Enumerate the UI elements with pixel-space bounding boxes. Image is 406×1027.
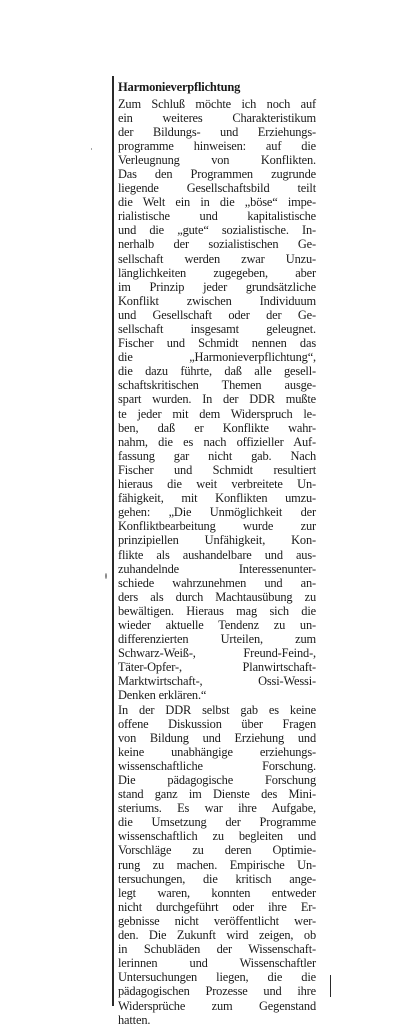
text-line: liegende Gesellschaftsbild teilt (118, 181, 316, 196)
text-line: rung zu machen. Empirische Un- (118, 857, 316, 872)
article-paragraph (118, 97, 316, 703)
text-line: in Schubläden der Wissenschaft- (118, 942, 316, 957)
text-line: Denken erklären.“ (118, 688, 207, 703)
text-line: sellschaft werden zwar Unzu- (118, 251, 316, 266)
text-line: Zum Schluß möchte ich noch auf (118, 96, 316, 111)
text-line: prinzipiellen Unfähigkeit, Kon- (118, 533, 316, 548)
text-line: programme hinweisen: auf die (118, 138, 316, 153)
text-line: nahm, die es nach offizieller Auf- (118, 434, 316, 449)
text-line: gehen: „Die Unmöglichkeit der (118, 505, 316, 520)
text-line: Verleugnung von Konflikten. (118, 152, 316, 167)
text-line: Schwarz-Weiß-, Freund-Feind-, (118, 646, 316, 661)
text-line: die Umsetzung der Programme (118, 815, 316, 830)
text-line: Vorschläge zu deren Optimie- (118, 843, 316, 858)
text-line: die „Harmonieverpflichtung“, (118, 350, 316, 365)
text-line: flikte als aushandelbare und aus- (118, 547, 316, 562)
text-line: spart wurden. In der DDR mußte (118, 392, 316, 407)
article-heading: Harmonieverpflichtung (118, 80, 241, 94)
text-line: bewältigen. Hieraus mag sich die (118, 603, 316, 618)
text-line: stand ganz im Dienste des Mini- (118, 787, 316, 802)
text-line: Das den Programmen zugrunde (118, 166, 316, 181)
text-line: keine unabhängige erziehungs- (118, 744, 316, 759)
text-line: pädagogischen Prozesse und ihre (118, 984, 316, 999)
text-line: sellschaft insgesamt geleugnet. (118, 322, 316, 336)
text-line: und die „gute“ sozialistische. In- (118, 223, 316, 238)
text-line: Fischer und Schmidt resultiert (118, 462, 316, 477)
column-rule-left (112, 76, 114, 1006)
text-line: offene Diskussion über Fragen (118, 716, 316, 731)
text-line: die dazu führte, daß alle gesell- (118, 364, 316, 379)
text-line: Die pädagogische Forschung (118, 773, 316, 787)
text-line: legt waren, konnten entweder (118, 885, 316, 900)
column-rule-right (330, 975, 331, 997)
print-speck (105, 573, 107, 579)
text-line: te jeder mit dem Widerspruch le- (118, 406, 316, 421)
text-line: In der DDR selbst gab es keine (118, 702, 316, 717)
article-body (118, 97, 316, 1027)
text-line: wissenschaftlich zu begleiten und (118, 829, 316, 844)
text-line: fähigkeit, mit Konflikten umzu- (118, 491, 316, 506)
text-line: die Welt ein in die „böse“ impe- (118, 195, 316, 210)
article-paragraph (118, 703, 316, 1027)
text-line: differenzierten Urteilen, zum (118, 632, 316, 647)
text-line: hieraus die weit verbreitete Un- (118, 477, 316, 492)
text-line: schiede wahrzunehmen und an- (118, 575, 316, 590)
text-line: und Gesellschaft oder der Ge- (118, 307, 316, 322)
text-line: fassung gar nicht gab. Nach (118, 448, 316, 463)
text-line: Widersprüche zum Gegenstand (118, 998, 316, 1013)
text-line: Konfliktbearbeitung wurde zur (118, 519, 316, 534)
text-line: der Bildungs- und Erziehungs- (118, 124, 316, 139)
text-line: im Prinzip jeder grundsätzliche (118, 279, 316, 294)
article-column (118, 80, 316, 1027)
text-line: gebnisse nicht veröffentlicht wer- (118, 913, 316, 928)
text-line: ders als durch Machtausübung zu (118, 589, 316, 604)
text-line: Marktwirtschaft-, Ossi-Wessi- (118, 674, 316, 689)
text-line: hatten. (118, 1012, 151, 1027)
text-line: Konflikt zwischen Individuum (118, 293, 316, 308)
text-line: Fischer und Schmidt nennen das (118, 336, 316, 351)
text-line: nerhalb der sozialistischen Ge- (118, 237, 316, 252)
text-line: wieder aktuelle Tendenz zu un- (118, 617, 316, 632)
text-line: wissenschaftliche Forschung. (118, 758, 316, 773)
print-speck (91, 148, 92, 150)
text-line: lerinnen und Wissenschaftler (118, 956, 316, 971)
text-line: Täter-Opfer-, Planwirtschaft- (118, 660, 316, 675)
text-line: ben, daß er Konflikte wahr- (118, 420, 316, 435)
text-line: nicht durchgeführt oder ihre Er- (118, 899, 316, 914)
text-line: länglichkeiten zugegeben, aber (118, 265, 316, 280)
text-line: Untersuchungen liegen, die die (118, 970, 316, 985)
text-line: zuhandelnde Interessenunter- (118, 561, 316, 576)
text-line: tersuchungen, die kritisch ange- (118, 871, 316, 886)
text-line: von Bildung und Erziehung und (118, 730, 316, 745)
text-line: steriums. Es war ihre Aufgabe, (118, 801, 316, 816)
text-line: schaftskritischen Themen ausge- (118, 378, 316, 393)
text-line: ein weiteres Charakteristikum (118, 110, 316, 125)
text-line: rialistische und kapitalistische (118, 209, 316, 224)
text-line: den. Die Zukunft wird zeigen, ob (118, 928, 316, 943)
